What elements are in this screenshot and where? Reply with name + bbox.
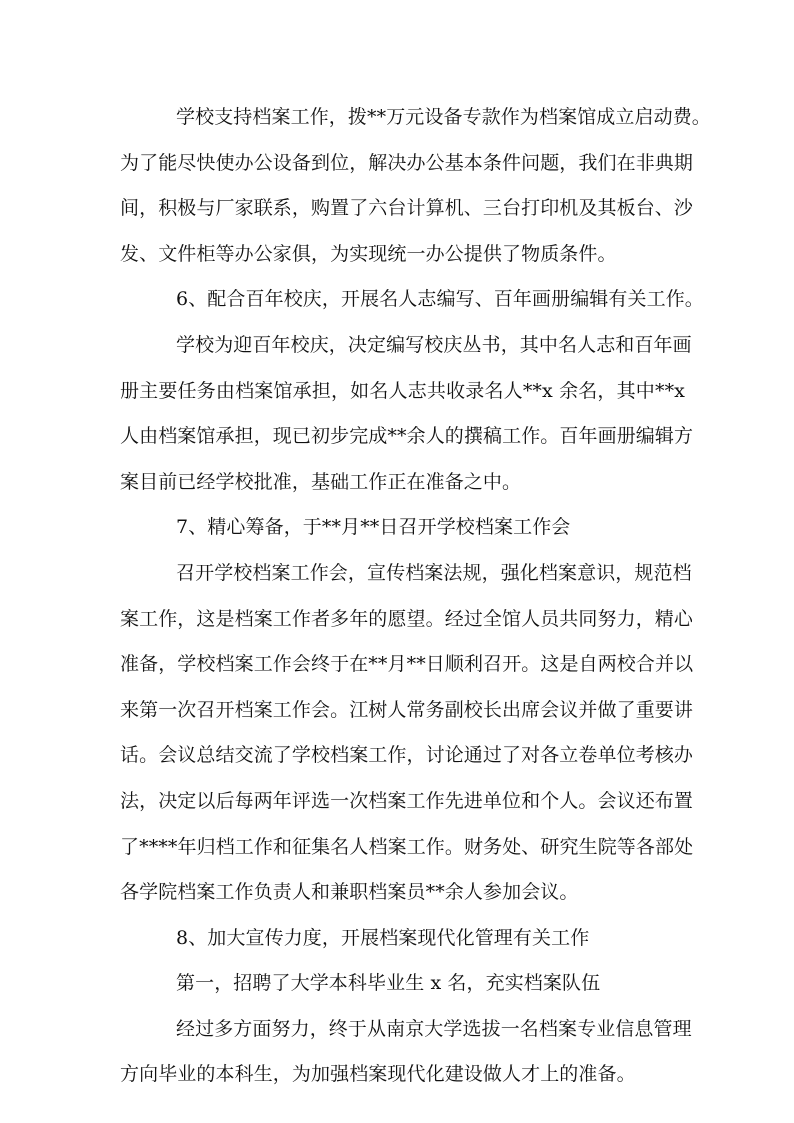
- paragraph-line: 召开学校档案工作会，宣传档案法规，强化档案意识，规范档: [176, 561, 692, 584]
- paragraph-line: 各学院档案工作负责人和兼职档案员**余人参加会议。: [120, 881, 579, 904]
- paragraph-line: 发、文件柜等办公家俱，为实现统一办公提供了物质条件。: [120, 242, 617, 265]
- paragraph-line: 学校为迎百年校庆，决定编写校庆丛书，其中名人志和百年画: [176, 333, 692, 356]
- subheading-line: 第一，招聘了大学本科毕业生 x 名，充实档案队伍: [176, 972, 601, 995]
- section-heading-6: 6、配合百年校庆，开展名人志编写、百年画册编辑有关工作。: [176, 288, 704, 311]
- document-body: [120, 95, 711, 1098]
- paragraph-line: 人由档案馆承担，现已初步完成**余人的撰稿工作。百年画册编辑方: [120, 425, 694, 448]
- paragraph-line: 了****年归档工作和征集名人档案工作。财务处、研究生院等各部处: [120, 835, 694, 858]
- paragraph-line: 经过多方面努力，终于从南京大学选拔一名档案专业信息管理: [176, 1017, 692, 1040]
- paragraph-line: 话。会议总结交流了学校档案工作，讨论通过了对各立卷单位考核办: [120, 744, 694, 767]
- section-heading-7: 7、精心筹备，于**月**日召开学校档案工作会: [176, 516, 571, 539]
- paragraph-line: 准备，学校档案工作会终于在**月**日顺利召开。这是自两校合并以: [120, 653, 694, 676]
- paragraph-line: 间，积极与厂家联系，购置了六台计算机、三台打印机及其板台、沙: [120, 197, 694, 220]
- paragraph-line: 法，决定以后每两年评选一次档案工作先进单位和个人。会议还布置: [120, 789, 694, 812]
- paragraph-line: 案目前已经学校批准，基础工作正在准备之中。: [120, 470, 522, 493]
- paragraph-line: 方向毕业的本科生，为加强档案现代化建设做人才上的准备。: [120, 1063, 636, 1086]
- paragraph-line: 案工作，这是档案工作者多年的愿望。经过全馆人员共同努力，精心: [120, 607, 694, 630]
- paragraph-line: 为了能尽快使办公设备到位，解决办公基本条件问题，我们在非典期: [120, 151, 694, 174]
- section-heading-8: 8、加大宣传力度，开展档案现代化管理有关工作: [176, 926, 590, 949]
- paragraph-line: 来第一次召开档案工作会。江树人常务副校长出席会议并做了重要讲: [120, 698, 694, 721]
- paragraph-line: 学校支持档案工作，拨**万元设备专款作为档案馆成立启动费。: [176, 106, 711, 128]
- paragraph-line: 册主要任务由档案馆承担，如名人志共收录名人**x 余名，其中**x: [120, 379, 685, 402]
